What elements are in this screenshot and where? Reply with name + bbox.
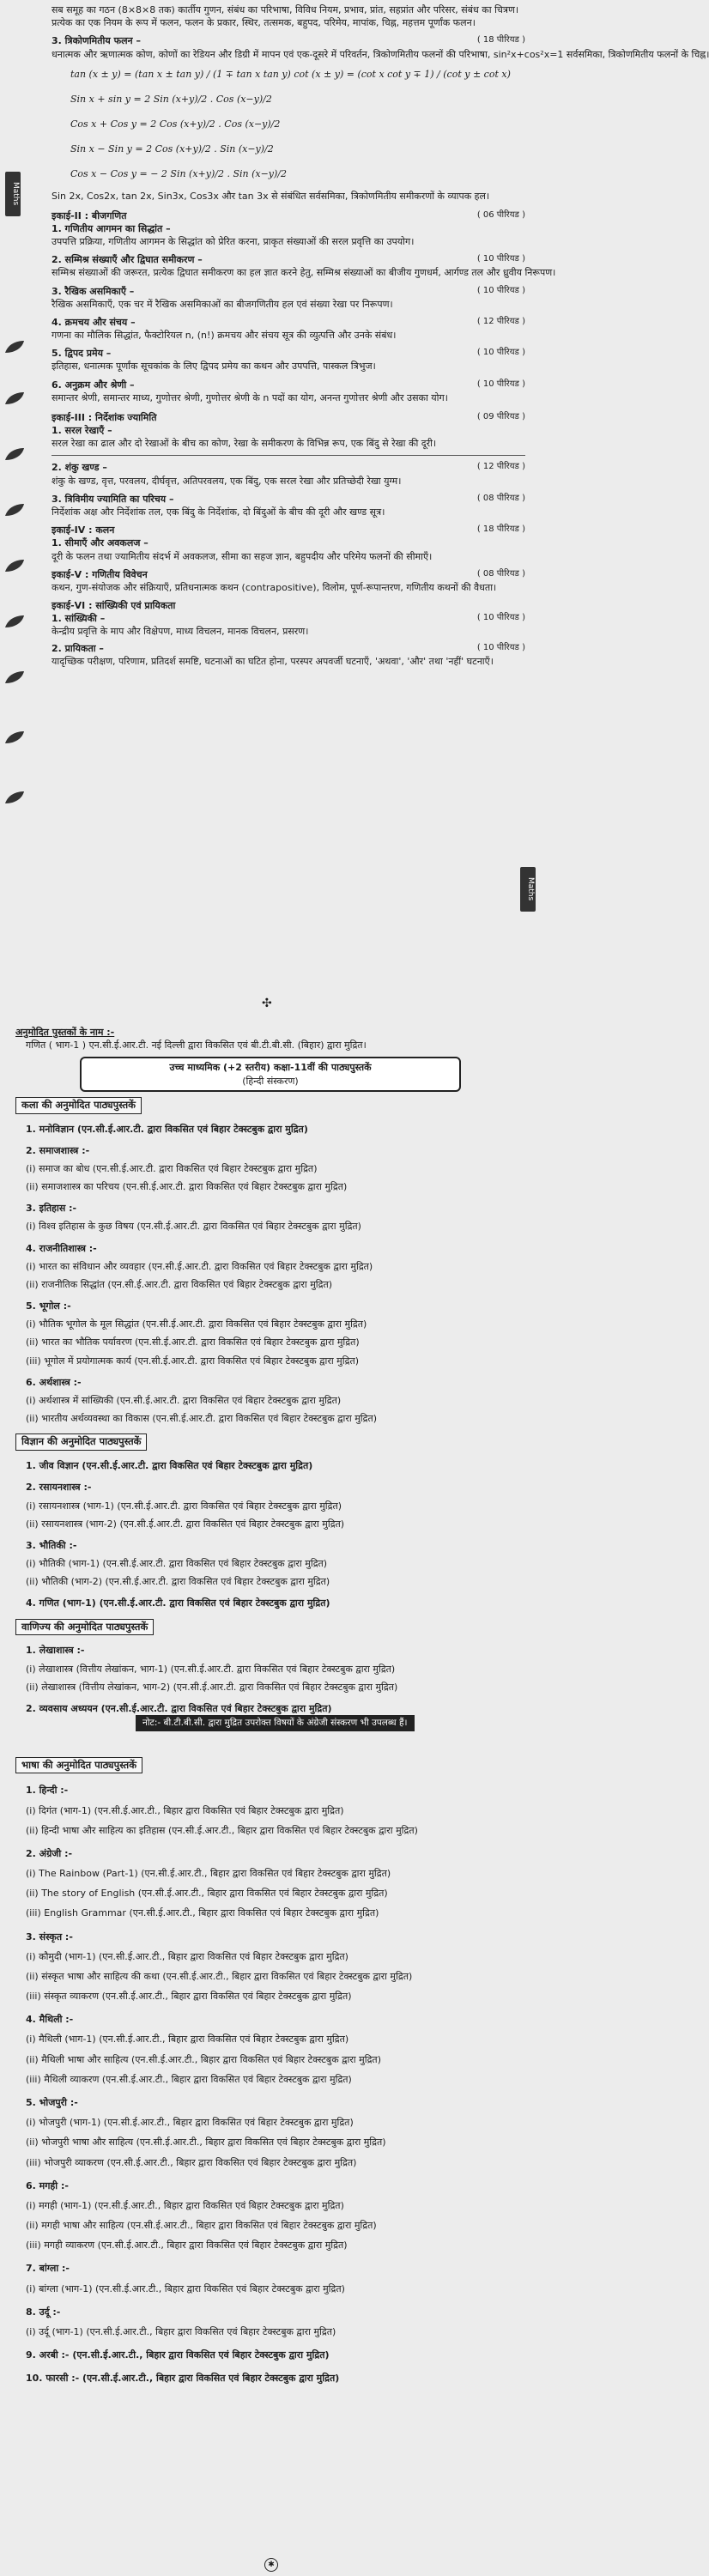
banner-title: उच्च माध्यमिक (+2 स्तरीय) कक्षा-11वीं की पाठ्यपुस्तकें <box>169 1062 372 1074</box>
book-entry: (i) मैथिली (भाग-1) (एन.सी.ई.आर.टी., बिहार द्वारा विकसित एवं बिहार टेक्स्टबुक द्वारा मुद्रित) <box>26 2034 349 2046</box>
book-entry: (i) दिगंत (भाग-1) (एन.सी.ई.आर.टी., बिहार द्वारा विकसित एवं बिहार टेक्स्टबुक द्वारा मुद्रित) <box>26 1804 344 1816</box>
u2-item2-title: 2. सम्मिश्र संख्याएँ और द्विघात समीकरण – <box>52 254 203 266</box>
u6-item2 <box>52 642 525 655</box>
book-entry: (i) विश्व इतिहास के कुछ विषय (एन.सी.ई.आर.टी. द्वारा विकसित एवं बिहार टेक्स्टबुक द्वारा मुद्रित) <box>26 1221 361 1233</box>
book-group: 8. उर्दू :- <box>26 2306 61 2318</box>
commerce-note: नोट:- बी.टी.बी.सी. द्वारा मुद्रित उपरोक्त विषयों के अंग्रेजी संस्करण भी उपलब्ध हैं। <box>136 1715 415 1730</box>
book-entry: (ii) मैथिली भाषा और साहित्य (एन.सी.ई.आर.टी., बिहार द्वारा विकसित एवं बिहार टेक्स्टबुक द्वारा मुद्रित) <box>26 2053 381 2065</box>
u2-item6-hours: ( 10 पीरियड ) <box>476 379 525 389</box>
u2-item1-title: 1. गणितीय आगमन का सिद्धांत – <box>52 222 171 234</box>
ornament-icon: ✣ <box>262 997 272 1010</box>
u4-item1-title: 1. सीमाएँ और अवकलज – <box>52 537 148 549</box>
book-group: 2. व्यवसाय अध्ययन (एन.सी.ई.आर.टी. द्वारा विकसित एवं बिहार टेक्स्टबुक द्वारा मुद्रित) <box>26 1702 332 1714</box>
u2-item6-text: समान्तर श्रेणी, समान्तर माध्य, गुणोत्तर श्रेणी, गुणोत्तर श्रेणी के n पदों का योग, अनन्त गुणोत्तर श्रेणी और उसका योग। <box>52 391 448 403</box>
u3-item3-title: 3. त्रिविमीय ज्यामिति का परिचय – <box>52 493 174 505</box>
unit6-title: इकाई-VI : सांख्यिकी एवं प्रायिकता <box>52 600 176 612</box>
book-group: 5. भोजपुरी :- <box>26 2097 78 2108</box>
u2-item3-hours: ( 10 पीरियड ) <box>476 285 525 295</box>
u6-item1-hours: ( 10 पीरियड ) <box>476 613 525 623</box>
intro-text-2: प्रत्येक का एक नियम के रूप में फलन, फलन के प्रकार, स्थिर, तत्समक, बहुपद, परिमेय, मापांक, चिह्न, महत्तम पूर्णांक फलन। <box>52 17 476 29</box>
science-list <box>15 1459 525 1609</box>
book-group: 1. मनोविज्ञान (एन.सी.ई.आर.टी. द्वारा विकसित एवं बिहार टेक्स्टबुक द्वारा मुद्रित) <box>26 1123 308 1135</box>
u3-item3-hours: ( 08 पीरियड ) <box>476 493 525 503</box>
leaf-ornament-icon <box>3 446 26 462</box>
book-entry: (i) कौमुदी (भाग-1) (एन.सी.ई.आर.टी., बिहार द्वारा विकसित एवं बिहार टेक्स्टबुक द्वारा मुद्रित) <box>26 1950 348 1962</box>
book-entry: (ii) हिन्दी भाषा और साहित्य का इतिहास (एन.सी.ई.आर.टी., बिहार द्वारा विकसित एवं बिहार टेक्स्टबुक द्वारा मुद्रित) <box>26 1824 418 1836</box>
leaf-ornament-icon <box>3 391 26 406</box>
book-entry: (i) रसायनशास्त्र (भाग-1) (एन.सी.ई.आर.टी. द्वारा विकसित एवं बिहार टेक्स्टबुक द्वारा मुद्रित) <box>26 1500 342 1512</box>
book-entry: (ii) The story of English (एन.सी.ई.आर.टी., बिहार द्वारा विकसित एवं बिहार टेक्स्टबुक द्वारा मुद्रित) <box>26 1888 388 1900</box>
book-entry: (i) भौतिक भूगोल के मूल सिद्धांत (एन.सी.ई.आर.टी. द्वारा विकसित एवं बिहार टेक्स्टबुक द्वारा मुद्रित) <box>26 1318 367 1330</box>
book-entry: (iii) संस्कृत व्याकरण (एन.सी.ई.आर.टी., बिहार द्वारा विकसित एवं बिहार टेक्स्टबुक द्वारा मुद्रित) <box>26 1991 352 2003</box>
unit2-title: इकाई-II : बीजगणित <box>52 209 127 221</box>
u6-item2-title: 2. प्रायिकता – <box>52 642 104 654</box>
book-entry: (ii) राजनीतिक सिद्धांत (एन.सी.ई.आर.टी. द्वारा विकसित एवं बिहार टेक्स्टबुक द्वारा मुद्रित) <box>26 1278 333 1290</box>
u2-item4 <box>52 316 525 329</box>
item3-hours: ( 18 पीरियड ) <box>476 35 525 45</box>
u2-item4-text: गणना का मौलिक सिद्धांत, फैक्टोरियल n, (n!) क्रमचय और संचय सूत्र की व्युत्पत्ति और उनके संबंध। <box>52 330 397 342</box>
book-group: 4. राजनीतिशास्त्र :- <box>26 1242 97 1254</box>
side-tab-maths-right: Maths <box>520 867 536 912</box>
book-entry: (ii) रसायनशास्त्र (भाग-2) (एन.सी.ई.आर.टी. द्वारा विकसित एवं बिहार टेक्स्टबुक द्वारा मुद्रित) <box>26 1518 345 1530</box>
arts-list <box>15 1123 525 1426</box>
book-entry: (iii) भूगोल में प्रयोगात्मक कार्य (एन.सी.ई.आर.टी. द्वारा विकसित एवं बिहार टेक्स्टबुक द्वारा मुद्रित) <box>26 1355 360 1367</box>
book-group: 4. गणित (भाग-1) (एन.सी.ई.आर.टी. द्वारा विकसित एवं बिहार टेक्स्टबुक द्वारा मुद्रित) <box>26 1597 330 1609</box>
book-entry: (ii) मगही भाषा और साहित्य (एन.सी.ई.आर.टी., बिहार द्वारा विकसित एवं बिहार टेक्स्टबुक द्वारा मुद्रित) <box>26 2220 377 2232</box>
u3-item2-title: 2. शंकु खण्ड – <box>52 462 107 474</box>
u2-item3-title: 3. रैखिक असमिकाएँ – <box>52 285 135 297</box>
formula-sin-sum: Sin x + sin y = 2 Sin (x+y)/2 . Cos (x−y)/2 <box>70 93 272 105</box>
unit4-header <box>52 524 525 536</box>
u2-item2 <box>52 253 525 266</box>
u3-item2 <box>52 461 525 474</box>
book-entry: (i) भोजपुरी (भाग-1) (एन.सी.ई.आर.टी., बिहार द्वारा विकसित एवं बिहार टेक्स्टबुक द्वारा मुद्रित) <box>26 2117 354 2129</box>
book-entry: (i) बांग्ला (भाग-1) (एन.सी.ई.आर.टी., बिहार द्वारा विकसित एवं बिहार टेक्स्टबुक द्वारा मुद्रित) <box>26 2282 345 2294</box>
book-entry: (i) लेखाशास्त्र (वित्तीय लेखांकन, भाग-1) (एन.सी.ई.आर.टी. द्वारा विकसित एवं बिहार टेक्स्टबुक द्वारा मुद्रित) <box>26 1663 396 1675</box>
u6-item1 <box>52 612 525 625</box>
u2-item3-text: रैखिक असमिकाएँ, एक चर में रैखिक असमिकाओं का बीजगणितीय हल एवं संख्या रेखा पर निरूपण। <box>52 298 393 310</box>
leaf-ornament-icon <box>3 790 26 805</box>
book-entry: (iii) English Grammar (एन.सी.ई.आर.टी., बिहार द्वारा विकसित एवं बिहार टेक्स्टबुक द्वारा मुद्रित) <box>26 1907 379 1919</box>
formula-tan: tan (x ± y) = (tan x ± tan y) / (1 ∓ tan x tan y) cot (x ± y) = (cot x cot y ∓ 1) / (cot y ± cot x) <box>70 68 511 80</box>
book-entry: (ii) भोजपुरी भाषा और साहित्य (एन.सी.ई.आर.टी., बिहार द्वारा विकसित एवं बिहार टेक्स्टबुक द्वारा मुद्रित) <box>26 2137 386 2149</box>
book-entry: (iii) मगही व्याकरण (एन.सी.ई.आर.टी., बिहार द्वारा विकसित एवं बिहार टेक्स्टबुक द्वारा मुद्रित) <box>26 2240 348 2252</box>
u3-item2-text: शंकु के खण्ड, वृत्त, परवलय, दीर्घवृत्त, अतिपरवलय, एक बिंदु, एक सरल रेखा और प्रतिच्छेदी रेखा युग्म। <box>52 475 402 487</box>
unit3-hours: ( 09 पीरियड ) <box>476 411 525 421</box>
commerce-list <box>15 1644 525 1715</box>
book-entry: (ii) भारतीय अर्थव्यवस्था का विकास (एन.सी.ई.आर.टी. द्वारा विकसित एवं बिहार टेक्स्टबुक द्वारा मुद्रित) <box>26 1413 378 1425</box>
formula-cos-diff: Cos x − Cos y = − 2 Sin (x+y)/2 . Sin (x−y)/2 <box>70 168 288 180</box>
unit3-header <box>52 411 525 424</box>
item3-title: 3. त्रिकोणमितीय फलन – <box>52 35 141 47</box>
book-entry: (i) भौतिकी (भाग-1) (एन.सी.ई.आर.टी. द्वारा विकसित एवं बिहार टेक्स्टबुक द्वारा मुद्रित) <box>26 1558 328 1570</box>
u2-item5-hours: ( 10 पीरियड ) <box>476 348 525 358</box>
book-entry: (ii) संस्कृत भाषा और साहित्य की कथा (एन.सी.ई.आर.टी., बिहार द्वारा विकसित एवं बिहार टेक्स्टबुक द्वारा मुद्रित) <box>26 1970 413 1982</box>
books-banner <box>80 1057 461 1091</box>
unit5-header <box>52 568 525 581</box>
u2-item6 <box>52 379 525 391</box>
leaf-ornament-icon <box>3 614 26 629</box>
u3-item1-text: सरल रेखा का ढाल और दो रेखाओं के बीच का कोण, रेखा के समीकरण के विभिन्न रूप, एक बिंदु से रेखा की दूरी। <box>52 438 437 450</box>
u2-item5-title: 5. द्विपद प्रमेय – <box>52 348 112 360</box>
u2-item4-title: 4. क्रमचय और संचय – <box>52 316 136 328</box>
book-group: 1. जीव विज्ञान (एन.सी.ई.आर.टी. द्वारा विकसित एवं बिहार टेक्स्टबुक द्वारा मुद्रित) <box>26 1460 313 1472</box>
book-entry: (i) समाज का बोध (एन.सी.ई.आर.टी. द्वारा विकसित एवं बिहार टेक्स्टबुक द्वारा मुद्रित) <box>26 1162 318 1174</box>
book-group: 6. मगही :- <box>26 2179 69 2191</box>
leaf-ornament-icon <box>3 730 26 745</box>
book-entry: (ii) भौतिकी (भाग-2) (एन.सी.ई.आर.टी. द्वारा विकसित एवं बिहार टेक्स्टबुक द्वारा मुद्रित) <box>26 1576 330 1588</box>
u2-item6-title: 6. अनुक्रम और श्रेणी – <box>52 379 135 391</box>
science-heading: विज्ञान की अनुमोदित पाठ्यपुस्तकें <box>15 1433 147 1451</box>
book-entry: (i) The Rainbow (Part-1) (एन.सी.ई.आर.टी., बिहार द्वारा विकसित एवं बिहार टेक्स्टबुक द्वारा मुद्रित) <box>26 1868 391 1880</box>
page-mark-icon: ✱ <box>264 2558 278 2572</box>
unit5-hours: ( 08 पीरियड ) <box>476 568 525 579</box>
formula-sin-diff: Sin x − Sin y = 2 Cos (x+y)/2 . Sin (x−y)/2 <box>70 143 274 155</box>
book-group: 3. भौतिकी :- <box>26 1539 77 1551</box>
arts-heading: कला की अनुमोदित पाठ्यपुस्तकें <box>15 1097 142 1114</box>
unit2-header <box>52 209 525 222</box>
book-group: 9. अरबी :- (एन.सी.ई.आर.टी., बिहार द्वारा विकसित एवं बिहार टेक्स्टबुक द्वारा मुद्रित) <box>26 2349 330 2361</box>
book-group: 4. मैथिली :- <box>26 2014 74 2026</box>
books-line: गणित ( भाग-1 ) एन.सी.ई.आर.टी. नई दिल्ली द्वारा विकसित एवं बी.टी.बी.सी. (बिहार) द्वारा मुद्रित। <box>26 1039 367 1052</box>
banner-subtitle: (हिन्दी संस्करण) <box>242 1075 299 1087</box>
book-entry: (i) अर्थशास्त्र में सांख्यिकी (एन.सी.ई.आर.टी. द्वारा विकसित एवं बिहार टेक्स्टबुक द्वारा मुद्रित) <box>26 1394 342 1406</box>
books-heading: अनुमोदित पुस्तकों के नाम :- <box>15 1027 115 1038</box>
u2-item2-hours: ( 10 पीरियड ) <box>476 254 525 264</box>
u3-item2-hours: ( 12 पीरियड ) <box>476 462 525 472</box>
book-group: 1. हिन्दी :- <box>26 1785 69 1797</box>
book-group: 5. भूगोल :- <box>26 1300 71 1312</box>
unit2-hours: ( 06 पीरियड ) <box>476 209 525 220</box>
formula-cos-sum: Cos x + Cos y = 2 Cos (x+y)/2 . Cos (x−y)/2 <box>70 118 281 130</box>
book-entry: (iii) मैथिली व्याकरण (एन.सी.ई.आर.टी., बिहार द्वारा विकसित एवं बिहार टेक्स्टबुक द्वारा मुद्रित) <box>26 2073 352 2085</box>
divider <box>52 455 525 456</box>
formula-note: Sin 2x, Cos2x, tan 2x, Sin3x, Cos3x और tan 3x से संबंधित सर्वसमिका, त्रिकोणमितीय समीकरणों के व्यापक हल। <box>52 190 490 202</box>
leaf-ornament-icon <box>3 502 26 518</box>
book-group: 2. अंग्रेजी :- <box>26 1847 73 1859</box>
u2-item2-text: सम्मिश्र संख्याओं की जरूरत, प्रत्येक द्विघात समीकरण का हल ज्ञात करने हेतु, सम्मिश्र संख्याओं का बीजीय गुणधर्म, आर्गण्ड तल और ध्रुवीय निरूपण। <box>52 267 556 279</box>
u2-item4-hours: ( 12 पीरियड ) <box>476 316 525 326</box>
book-entry: (ii) लेखाशास्त्र (वित्तीय लेखांकन, भाग-2) (एन.सी.ई.आर.टी. द्वारा विकसित एवं बिहार टेक्स्टबुक द्वारा मुद्रित) <box>26 1681 398 1693</box>
book-group: 3. संस्कृत :- <box>26 1930 73 1943</box>
leaf-ornament-icon <box>3 558 26 573</box>
intro-text: सब समूह का गठन (8×8×8 तक) कार्तीय गुणन, संबंध का परिभाषा, विविध नियम, प्रभाव, प्रांत, सहप्रांत और परिसर, संबंध का चित्रण। <box>52 4 519 15</box>
book-group: 6. अर्थशास्त्र :- <box>26 1376 82 1388</box>
book-group: 2. रसायनशास्त्र :- <box>26 1482 92 1494</box>
book-entry: (i) भारत का संविधान और व्यवहार (एन.सी.ई.आर.टी. द्वारा विकसित एवं बिहार टेक्स्टबुक द्वारा मुद्रित) <box>26 1260 373 1272</box>
unit4-title: इकाई-IV : कलन <box>52 524 115 536</box>
u2-item5-text: इतिहास, धनात्मक पूर्णांक सूचकांक के लिए द्विपद प्रमेय का कथन और उपपत्ति, पास्कल त्रिभुज। <box>52 361 376 373</box>
unit5-title: इकाई-V : गणितीय विवेचन <box>52 568 148 580</box>
languages-heading: भाषा की अनुमोदित पाठ्यपुस्तकें <box>15 1757 142 1774</box>
side-tab-maths: Maths <box>5 172 21 216</box>
book-entry: (ii) समाजशास्त्र का परिचय (एन.सी.ई.आर.टी. द्वारा विकसित एवं बिहार टेक्स्टबुक द्वारा मुद्रित) <box>26 1181 348 1193</box>
u2-item1-text: उपपत्ति प्रक्रिया, गणितीय आगमन के सिद्धांत को प्रेरित करना, प्राकृत संख्याओं की सरल प्रवृत्ति का उपयोग। <box>52 236 415 248</box>
books-section <box>15 1026 525 2385</box>
u3-item1-title: 1. सरल रेखाएँ – <box>52 425 112 437</box>
u2-item5 <box>52 347 525 360</box>
u6-item2-text: यादृच्छिक परीक्षण, परिणाम, प्रतिदर्श समष्टि, घटनाओं का घटित होना, परस्पर अपवर्जी घटनाएँ, 'अथवा', 'और' तथा 'नहीं' घटनाएँ। <box>52 655 494 667</box>
u6-item2-hours: ( 10 पीरियड ) <box>476 642 525 652</box>
book-group: 3. इतिहास :- <box>26 1203 77 1215</box>
book-entry: (ii) भारत का भौतिक पर्यावरण (एन.सी.ई.आर.टी. द्वारा विकसित एवं बिहार टेक्स्टबुक द्वारा मुद्रित) <box>26 1336 360 1349</box>
u5-text: कथन, गुण-संयोजक और संक्रियाएँ, प्रतिधनात्मक कथन (contrapositive), विलोम, पूर्ण-रूपान्तरण, गणितीय कथनों की वैधता। <box>52 581 497 593</box>
unit3-title: इकाई-III : निर्देशांक ज्यामिति <box>52 411 157 423</box>
book-entry: (i) उर्दू (भाग-1) (एन.सी.ई.आर.टी., बिहार द्वारा विकसित एवं बिहार टेक्स्टबुक द्वारा मुद्रित) <box>26 2325 336 2337</box>
book-group: 1. लेखाशास्त्र :- <box>26 1645 85 1657</box>
item3 <box>52 34 525 47</box>
book-group: 10. फारसी :- (एन.सी.ई.आर.टी., बिहार द्वारा विकसित एवं बिहार टेक्स्टबुक द्वारा मुद्रित) <box>26 2373 340 2385</box>
leaf-ornament-icon <box>3 670 26 685</box>
book-entry: (i) मगही (भाग-1) (एन.सी.ई.आर.टी., बिहार द्वारा विकसित एवं बिहार टेक्स्टबुक द्वारा मुद्रित) <box>26 2199 344 2211</box>
unit4-hours: ( 18 पीरियड ) <box>476 524 525 535</box>
book-entry: (iii) भोजपुरी व्याकरण (एन.सी.ई.आर.टी., बिहार द्वारा विकसित एवं बिहार टेक्स्टबुक द्वारा मुद्रित) <box>26 2156 357 2168</box>
commerce-heading: वाणिज्य की अनुमोदित पाठ्यपुस्तकें <box>15 1619 154 1636</box>
u6-item1-title: 1. सांख्यिकी – <box>52 613 106 625</box>
languages-list <box>15 1784 525 2385</box>
leaf-ornament-icon <box>3 339 26 355</box>
u6-item1-text: केन्द्रीय प्रवृत्ति के माप और विक्षेपण, माध्य विचलन, मानक विचलन, प्रसरण। <box>52 626 309 638</box>
syllabus-column <box>52 3 709 668</box>
u3-item3 <box>52 493 525 506</box>
book-group: 7. बांग्ला :- <box>26 2263 70 2275</box>
u4-item1-text: दूरी के फलन तथा ज्यामितीय संदर्भ में अवकलज, सीमा का सहज ज्ञान, बहुपदीय और परिमेय फलनों की सीमाएँ। <box>52 550 433 562</box>
item3-text: धनात्मक और ऋणात्मक कोण, कोणों का रेडियन और डिग्री में मापन एवं एक-दूसरे में परिवर्तन, त्रिकोणमितीय फलनों की परिभाषा, sin²x+cos²x=1 सर्वसमिका, त्रिकोणमितीय फलनों के चिह्न। <box>52 48 709 60</box>
u3-item3-text: निर्देशांक अक्ष और निर्देशांक तल, एक बिंदु के निर्देशांक, दो बिंदुओं के बीच की दूरी और खण्ड सूत्र। <box>52 506 385 518</box>
u2-item3 <box>52 285 525 298</box>
book-group: 2. समाजशास्त्र :- <box>26 1144 90 1156</box>
